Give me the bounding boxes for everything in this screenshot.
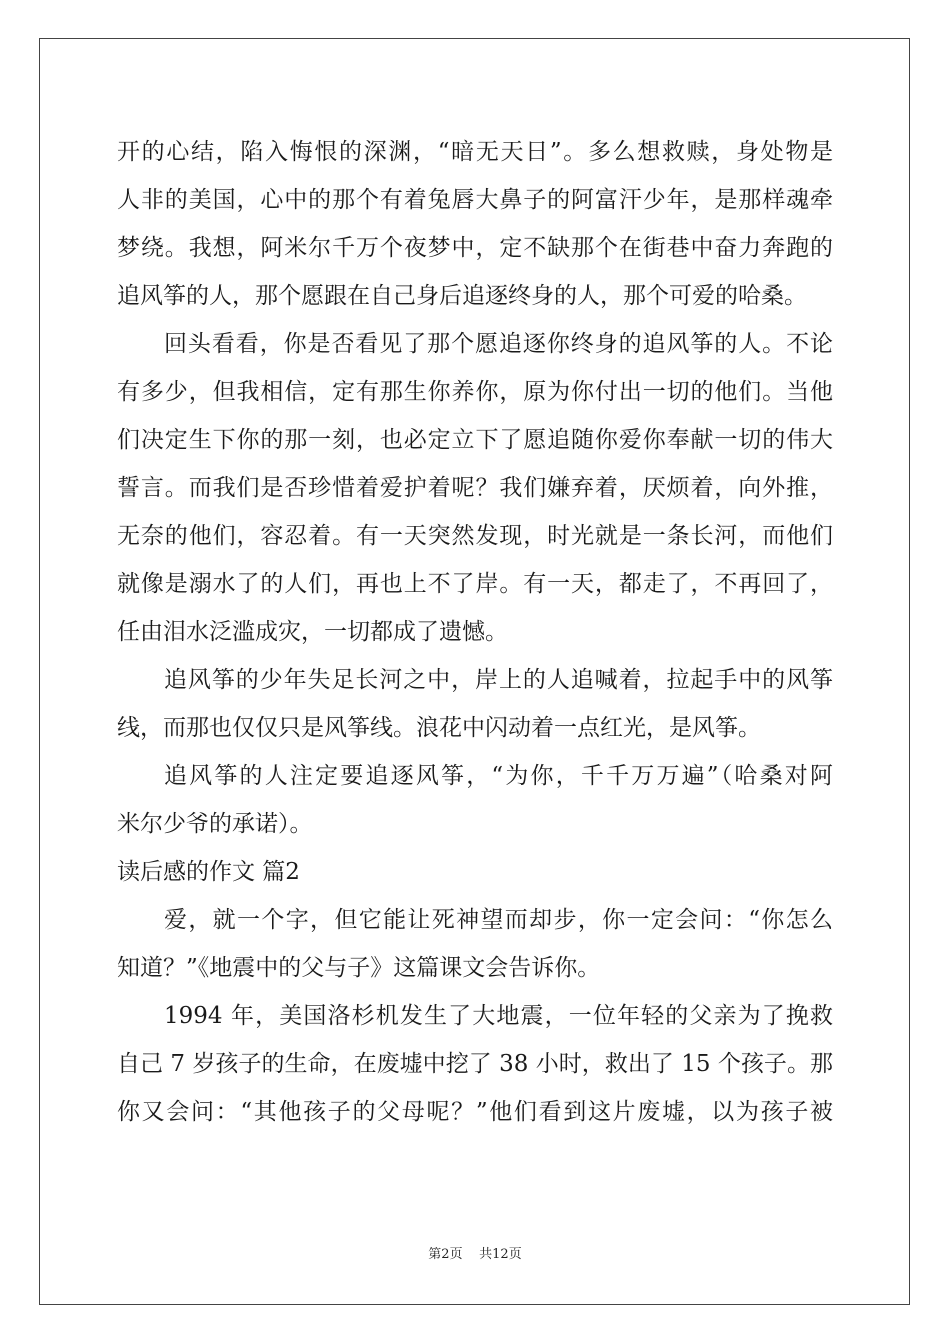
paragraph [117,656,833,752]
text-line: 线，而那也仅仅只是风筝线。浪花中闪动着一点红光，是风筝。 [117,715,761,741]
footer-current-suffix: 页 [449,1247,463,1262]
text-line: 追风筝的人，那个愿跟在自己身后追逐终身的人，那个可爱的哈桑。 [117,283,807,309]
footer-current-label: 第 [428,1247,442,1262]
paragraph [117,992,833,1136]
paragraph [117,128,833,320]
text-line: 梦绕。我想，阿米尔千万个夜梦中，定不缺那个在街巷中奋力奔跑的 [117,235,833,261]
text-line: 回头看看，你是否看见了那个愿追逐你终身的追风筝的人。不论 [164,331,833,357]
text-line: 开的心结，陷入悔恨的深渊，“暗无天日”。多么想救赎，身处物是 [117,139,833,165]
text-line: 米尔少爷的承诺）。 [117,811,313,837]
text-line: 爱，就一个字，但它能让死神望而却步，你一定会问：“你怎么 [164,907,833,933]
text-line: 追风筝的人注定要追逐风筝，“为你，千千万万遍”（哈桑对阿 [164,763,833,789]
text-line: 们决定生下你的那一刻，也必定立下了愿追随你爱你奉献一切的伟大 [117,427,833,453]
footer-current-page: 2 [441,1247,450,1262]
text-line: 追风筝的少年失足长河之中，岸上的人追喊着，拉起手中的风筝 [164,667,833,693]
text-line: 你又会问：“其他孩子的父母呢？”他们看到这片废墟，以为孩子被 [117,1099,833,1125]
text-line: 任由泪水泛滥成灾，一切都成了遗憾。 [117,619,508,645]
text-line: 无奈的他们，容忍着。有一天突然发现，时光就是一条长河，而他们 [117,523,833,549]
text-line: 有多少，但我相信，定有那生你养你，原为你付出一切的他们。当他 [117,379,833,405]
document-body [117,128,833,1136]
paragraph [117,752,833,848]
text-line: 知道？”《地震中的父与子》这篇课文会告诉你。 [117,955,601,981]
section-heading: 读后感的作文 篇2 [117,859,300,885]
paragraph [117,896,833,992]
page-footer [0,1246,950,1264]
footer-total-suffix: 页 [508,1247,522,1262]
text-line: 1994 年，美国洛杉机发生了大地震，一位年轻的父亲为了挽救 [164,1003,833,1029]
text-line: 自己 7 岁孩子的生命，在废墟中挖了 38 小时，救出了 15 个孩子。那 [117,1051,833,1077]
text-line: 誓言。而我们是否珍惜着爱护着呢？我们嫌弃着，厌烦着，向外推， [117,475,833,501]
text-line: 就像是溺水了的人们，再也上不了岸。有一天，都走了，不再回了， [117,571,833,597]
text-line: 人非的美国，心中的那个有着兔唇大鼻子的阿富汗少年，是那样魂牵 [117,187,833,213]
paragraph [117,320,833,656]
footer-total-pages: 12 [492,1247,509,1262]
footer-total-label: 共 [479,1247,493,1262]
